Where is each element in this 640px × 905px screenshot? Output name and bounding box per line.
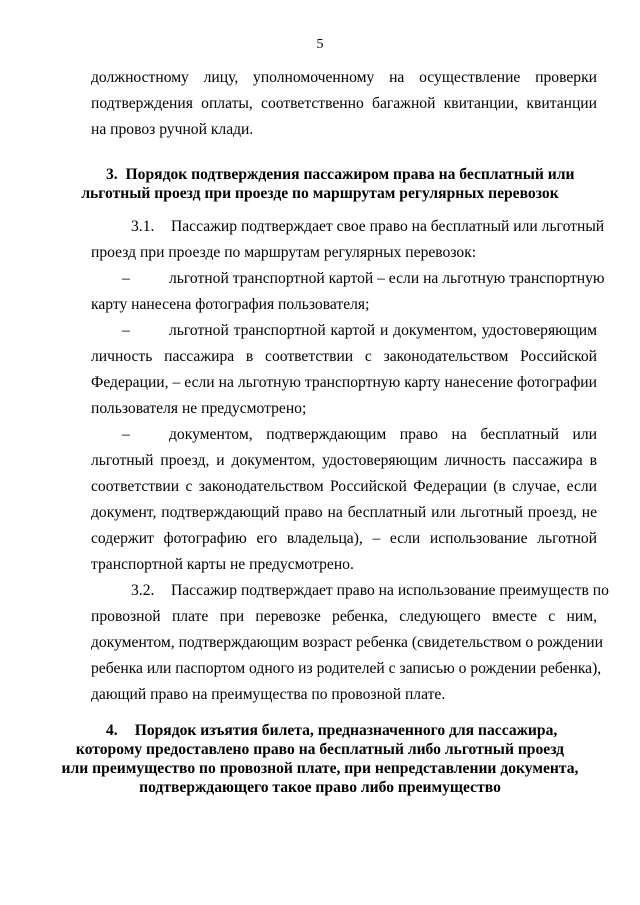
bullet-3-line: содержит фотографию его владельца), – если использование льготной (91, 530, 597, 547)
section-4-heading-line: или преимущество по провозной плате, при непредставлении документа, (61, 760, 579, 777)
bullet-2-line: льготной транспортной картой и документом, удостоверяющим (169, 322, 597, 339)
bullet-2-line: Федерации, – если на льготную транспортную карту нанесение фотографии (91, 374, 597, 391)
section-4-heading-line: которому предоставлено право на бесплатный либо льготный проезд (75, 741, 565, 758)
paragraph-3-1-line: Пассажир подтверждает свое право на бесплатный или льготный (171, 218, 605, 235)
bullet-mark: – (122, 270, 130, 287)
intro-line: должностному лицу, уполномоченному на осуществление проверки (91, 69, 597, 86)
bullet-2-line: личность пассажира в соответствии с законодательством Российской (91, 348, 597, 365)
bullet-3-line: льготный проезд, и документом, удостоверяющим личность пассажира в (91, 452, 597, 469)
section-4-number: 4. (106, 722, 118, 739)
paragraph-3-2-line: провозной плате при перевозке ребенка, следующего вместе с ним, (91, 608, 597, 625)
section-3-number: 3. (106, 166, 118, 183)
bullet-3-line: транспортной карты не предусмотрено. (91, 556, 354, 573)
intro-line: на провоз ручной клади. (91, 121, 254, 138)
paragraph-3-1-line: проезд при проезде по маршрутам регулярных перевозок: (91, 244, 477, 261)
paragraph-3-2-line: дающий право на преимущества по провозной плате. (91, 686, 446, 703)
section-3-heading-line: Порядок подтверждения пассажиром права на бесплатный или (125, 166, 575, 183)
bullet-1-line: карту нанесена фотография пользователя; (91, 296, 370, 313)
paragraph-3-2-line: Пассажир подтверждает право на использование преимуществ по (171, 582, 609, 599)
bullet-3-line: соответствии с законодательством Российской Федерации (в случае, если (91, 478, 597, 495)
bullet-2-line: пользователя не предусмотрено; (91, 400, 307, 417)
bullet-3-line: документом, подтверждающим право на бесплатный или (169, 426, 597, 443)
section-3-heading-line: льготный проезд при проезде по маршрутам регулярных перевозок (81, 185, 559, 202)
section-4-heading-line: подтверждающего такое право либо преимущество (139, 779, 501, 796)
bullet-3-line: документ, подтверждающий право на бесплатный или льготный проезд, не (91, 504, 597, 521)
paragraph-3-1-number: 3.1. (131, 218, 155, 235)
paragraph-3-2-line: документом, подтверждающим возраст ребенка (свидетельством о рождении (91, 634, 603, 651)
section-4-heading-line: Порядок изъятия билета, предназначенного для пассажира, (134, 722, 558, 739)
paragraph-3-2-number: 3.2. (131, 582, 155, 599)
page-number: 5 (316, 37, 324, 52)
bullet-mark: – (122, 426, 130, 443)
intro-line: подтверждения оплаты, соответственно багажной квитанции, квитанции (91, 95, 597, 112)
paragraph-3-2-line: ребенка или паспортом одного из родителей с записью о рождении ребенка), (91, 660, 602, 677)
bullet-mark: – (122, 322, 130, 339)
bullet-1-line: льготной транспортной картой – если на льготную транспортную (169, 270, 605, 287)
